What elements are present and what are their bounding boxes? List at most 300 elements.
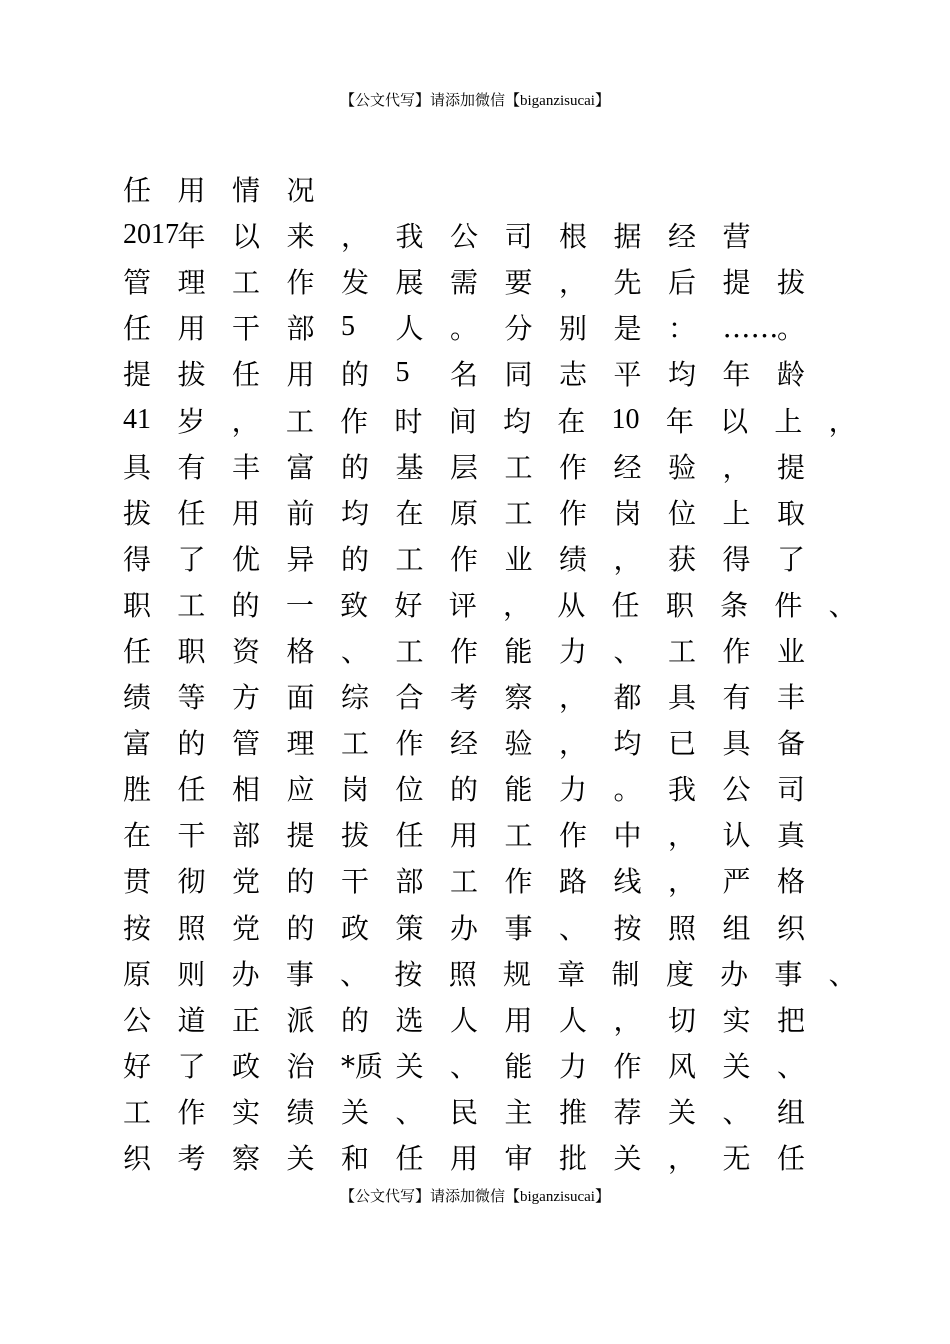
text-glyph: 丰 [777,681,806,715]
text-glyph: 工 [395,542,424,576]
text-glyph: 工 [668,634,697,668]
text-glyph: 我 [395,220,424,254]
text-glyph: 原 [450,496,479,530]
text-glyph: 规 [502,957,531,991]
text-glyph: 、 [828,957,857,991]
text-glyph: 认 [722,819,751,853]
text-glyph: 资 [232,634,261,668]
text-glyph: 均 [502,404,531,438]
paragraph-line [123,212,883,258]
text-glyph: 关 [668,1095,697,1129]
text-glyph: 和 [341,1142,370,1176]
text-glyph: 条 [720,588,749,622]
text-glyph: 相 [232,773,261,807]
text-glyph: 工 [395,634,424,668]
text-glyph: 验 [504,727,533,761]
text-glyph: 提 [777,450,806,484]
text-glyph: 作 [450,634,479,668]
text-glyph: 作 [395,727,424,761]
text-glyph: 的 [450,773,479,807]
text-glyph: 的 [341,358,370,392]
text-glyph: 理 [286,727,315,761]
text-glyph: 发 [341,266,370,300]
text-glyph: 关 [395,1049,424,1083]
text-glyph: 批 [559,1142,588,1176]
text-glyph: 年 [722,358,751,392]
text-glyph: 拔 [177,358,206,392]
text-glyph: 、 [559,911,588,945]
text-glyph: 织 [777,911,806,945]
paragraph-line [123,904,883,950]
text-glyph: 件 [774,588,803,622]
text-glyph: 工 [177,588,206,622]
text-glyph: 绩 [559,542,588,576]
text-glyph: 按 [123,911,152,945]
text-glyph: 考 [450,681,479,715]
text-glyph: 方 [232,681,261,715]
paragraph-line [123,673,883,719]
text-glyph: 作 [559,819,588,853]
text-glyph: 异 [286,542,315,576]
text-glyph: 在 [557,404,586,438]
text-glyph: 均 [668,358,697,392]
text-glyph: 任 [777,1142,806,1176]
paragraph-line [123,535,883,581]
text-glyph: 具 [123,450,152,484]
text-glyph: 从 [557,588,586,622]
text-glyph: 职 [177,634,206,668]
text-glyph: 致 [340,588,369,622]
text-glyph: 作 [286,266,315,300]
text-glyph: 干 [232,312,261,346]
text-glyph: 拔 [341,819,370,853]
text-glyph: 、 [722,1095,751,1129]
document-title [123,166,883,212]
text-glyph: 绩 [123,681,152,715]
text-glyph: 实 [232,1095,261,1129]
text-glyph: 工 [123,1095,152,1129]
text-glyph: 优 [232,542,261,576]
page-footer: 【公文代写】请添加微信【biganzisucai】 [340,1189,610,1205]
text-glyph: 了 [177,542,206,576]
text-glyph: 、 [828,588,857,622]
text-glyph: 志 [559,358,588,392]
text-glyph: 营 [722,220,751,254]
text-glyph: 作 [340,404,369,438]
text-glyph: 部 [395,865,424,899]
text-glyph: 照 [177,911,206,945]
text-glyph: 公 [450,220,479,254]
text-glyph: ， [828,404,857,438]
text-glyph: 41 [123,403,151,435]
text-glyph: 已 [668,727,697,761]
text-glyph: 任 [123,312,152,346]
text-glyph: 。 [450,312,479,346]
text-glyph: 工 [341,727,370,761]
text-glyph: 工 [504,496,533,530]
paragraph-line [123,1088,883,1134]
paragraph-line [123,489,883,535]
text-glyph: 用 [286,358,315,392]
text-glyph: 的 [286,911,315,945]
text-glyph: 任 [123,174,152,208]
text-glyph: 公 [722,773,751,807]
text-glyph: 10 [611,403,640,435]
paragraph-line [123,304,883,350]
text-glyph: 具 [722,727,751,761]
text-glyph: 应 [286,773,315,807]
text-glyph: 关 [722,1049,751,1083]
text-glyph: 按 [613,911,642,945]
paragraph-line [123,719,883,765]
text-glyph: 任 [395,1142,424,1176]
text-glyph: ， [341,220,370,254]
text-glyph: 事 [774,957,803,991]
text-glyph: 评 [448,588,477,622]
text-glyph: 业 [504,542,533,576]
text-glyph: 司 [777,773,806,807]
text-glyph: 职 [123,588,152,622]
text-glyph: 荐 [613,1095,642,1129]
text-glyph: 年 [177,220,206,254]
text-glyph: 获 [668,542,697,576]
text-glyph: 照 [668,911,697,945]
text-glyph: 彻 [177,865,206,899]
text-glyph: 前 [286,496,315,530]
text-glyph: 管 [232,727,261,761]
text-glyph: 用 [232,496,261,530]
text-glyph: 任 [395,819,424,853]
text-glyph: 了 [777,542,806,576]
text-glyph: 经 [613,450,642,484]
text-glyph: 关 [341,1095,370,1129]
text-glyph: 拔 [777,266,806,300]
text-glyph: 格 [777,865,806,899]
text-glyph: 主 [504,1095,533,1129]
text-glyph: 用 [450,1142,479,1176]
text-glyph: 路 [559,865,588,899]
text-glyph: 作 [722,634,751,668]
text-glyph: 、 [341,634,370,668]
text-glyph: 以 [232,220,261,254]
text-glyph: 龄 [777,358,806,392]
text-glyph: 2017 [123,219,179,251]
text-glyph: 基 [395,450,424,484]
text-glyph: 根 [559,220,588,254]
paragraph-line [123,996,883,1042]
text-glyph: 位 [668,496,697,530]
text-glyph: ， [502,588,531,622]
text-glyph: 有 [722,681,751,715]
text-glyph: 5 [395,357,410,389]
text-glyph: 格 [286,634,315,668]
text-glyph: 正 [232,1003,261,1037]
text-glyph: 任 [232,358,261,392]
text-glyph: 派 [286,1003,315,1037]
text-glyph: 工 [504,450,533,484]
text-glyph: 得 [123,542,152,576]
text-glyph: 工 [232,266,261,300]
text-glyph: 任 [611,588,640,622]
text-glyph: ， [668,865,697,899]
text-glyph: 据 [613,220,642,254]
text-glyph: 取 [777,496,806,530]
text-glyph: 岗 [613,496,642,530]
text-glyph: 岁 [177,404,206,438]
paragraph-line [123,1042,883,1088]
text-glyph: 年 [665,404,694,438]
page-header: 【公文代写】请添加微信【biganzisucai】 [340,93,610,109]
text-glyph: 好 [394,588,423,622]
text-glyph: 后 [668,266,697,300]
text-glyph: 无 [722,1142,751,1176]
text-glyph: 5 [341,311,355,343]
text-glyph: 业 [777,634,806,668]
text-glyph: *质 [341,1049,384,1083]
text-glyph: 位 [395,773,424,807]
text-glyph: ， [722,450,751,484]
text-glyph: 验 [668,450,697,484]
text-glyph: 理 [177,266,206,300]
paragraph-line [123,627,883,673]
text-glyph: 工 [285,404,314,438]
text-glyph: 线 [613,865,642,899]
text-glyph: 、 [777,1049,806,1083]
text-glyph: 政 [341,911,370,945]
text-glyph: 实 [722,1003,751,1037]
text-glyph: 选 [395,1003,424,1037]
paragraph-line [123,1134,883,1180]
text-glyph: 章 [557,957,586,991]
text-glyph: 层 [450,450,479,484]
text-glyph: 都 [613,681,642,715]
text-glyph: 的 [341,450,370,484]
text-glyph: 提 [123,358,152,392]
text-glyph: 治 [286,1049,315,1083]
text-glyph: 中 [613,819,642,853]
text-glyph: 组 [722,911,751,945]
text-glyph: 织 [123,1142,152,1176]
text-glyph: 上 [722,496,751,530]
text-glyph: 。 [613,773,642,807]
text-glyph: ， [559,681,588,715]
text-glyph: 任 [177,496,206,530]
text-glyph: 作 [613,1049,642,1083]
text-glyph: 关 [286,1142,315,1176]
paragraph-line [123,581,883,627]
text-glyph: 力 [559,1049,588,1083]
text-glyph: 道 [177,1003,206,1037]
text-glyph: 工 [504,819,533,853]
text-glyph: 提 [722,266,751,300]
paragraph-line [123,765,883,811]
text-glyph: 备 [777,727,806,761]
text-glyph: 均 [341,496,370,530]
text-glyph: 则 [177,957,206,991]
text-glyph: ， [668,819,697,853]
text-glyph: 任 [123,634,152,668]
text-glyph: 照 [448,957,477,991]
text-glyph: 时 [394,404,423,438]
text-glyph: 察 [504,681,533,715]
text-glyph: 人 [559,1003,588,1037]
text-glyph: 分 [504,312,533,346]
text-glyph: ： [668,312,697,346]
text-glyph: 推 [559,1095,588,1129]
text-glyph: 要 [504,266,533,300]
text-glyph: 面 [286,681,315,715]
text-glyph: 上 [774,404,803,438]
text-glyph: 工 [450,865,479,899]
text-glyph: 作 [559,450,588,484]
text-glyph: 组 [777,1095,806,1129]
text-glyph: ， [613,542,642,576]
text-glyph: 用 [504,1003,533,1037]
text-glyph: 能 [504,1049,533,1083]
text-glyph: 作 [177,1095,206,1129]
text-glyph: 部 [286,312,315,346]
text-glyph: 名 [450,358,479,392]
text-glyph: 切 [668,1003,697,1037]
text-glyph: 、 [613,634,642,668]
text-glyph: 别 [559,312,588,346]
text-glyph: 以 [720,404,749,438]
text-glyph: ， [559,727,588,761]
text-glyph: 职 [665,588,694,622]
text-glyph: 的 [231,588,260,622]
text-glyph: …… [722,310,779,344]
text-glyph: 好 [123,1049,152,1083]
text-glyph: 在 [395,496,424,530]
text-glyph: 同 [504,358,533,392]
text-glyph: 作 [559,496,588,530]
paragraph-line [123,443,883,489]
text-glyph: 平 [613,358,642,392]
text-glyph: 我 [668,773,697,807]
text-glyph: 干 [177,819,206,853]
text-glyph: 了 [177,1049,206,1083]
text-glyph: 得 [722,542,751,576]
text-glyph: 岗 [341,773,370,807]
text-glyph: 。 [777,312,806,346]
text-glyph: 的 [341,542,370,576]
text-glyph: 作 [504,865,533,899]
text-glyph: 办 [231,957,260,991]
text-glyph: ， [559,266,588,300]
text-glyph: 办 [450,911,479,945]
paragraph-line [123,258,883,304]
text-glyph: 度 [665,957,694,991]
document-body [123,166,883,1180]
text-glyph: 经 [450,727,479,761]
text-glyph: 胜 [123,773,152,807]
text-glyph: 需 [450,266,479,300]
text-glyph: 合 [395,681,424,715]
text-glyph: 的 [341,1003,370,1037]
text-glyph: 提 [286,819,315,853]
text-glyph: 部 [232,819,261,853]
text-glyph: 按 [394,957,423,991]
text-glyph: 是 [613,312,642,346]
text-glyph: 管 [123,266,152,300]
text-glyph: 办 [720,957,749,991]
text-glyph: 、 [340,957,369,991]
text-glyph: 间 [448,404,477,438]
text-glyph: 关 [613,1142,642,1176]
text-glyph: 丰 [232,450,261,484]
paragraph-line [123,350,883,396]
paragraph-line [123,811,883,857]
text-glyph: 察 [232,1142,261,1176]
text-glyph: 先 [613,266,642,300]
text-glyph: 人 [450,1003,479,1037]
text-glyph: 情 [232,174,261,208]
text-glyph: 原 [123,957,152,991]
text-glyph: 任 [177,773,206,807]
text-glyph: 风 [668,1049,697,1083]
text-glyph: 事 [504,911,533,945]
text-glyph: 用 [450,819,479,853]
text-glyph: 力 [559,634,588,668]
text-glyph: 考 [177,1142,206,1176]
text-glyph: 经 [668,220,697,254]
text-glyph: 均 [613,727,642,761]
text-glyph: 的 [177,727,206,761]
text-glyph: 等 [177,681,206,715]
text-glyph: 干 [341,865,370,899]
text-glyph: 的 [286,865,315,899]
text-glyph: 富 [123,727,152,761]
text-glyph: 、 [395,1095,424,1129]
text-glyph: 用 [177,312,206,346]
text-glyph: 具 [668,681,697,715]
paragraph-line [123,857,883,903]
text-glyph: 用 [177,174,206,208]
paragraph-line [123,396,883,442]
text-glyph: 综 [341,681,370,715]
text-glyph: 党 [232,911,261,945]
text-glyph: 制 [611,957,640,991]
text-glyph: 严 [722,865,751,899]
text-glyph: 能 [504,634,533,668]
text-glyph: 来 [286,220,315,254]
text-glyph: 策 [395,911,424,945]
text-glyph: 作 [450,542,479,576]
text-glyph: 党 [232,865,261,899]
text-glyph: 审 [504,1142,533,1176]
text-glyph: 政 [232,1049,261,1083]
text-glyph: 富 [286,450,315,484]
text-glyph: 拔 [123,496,152,530]
paragraph-line [123,950,883,996]
text-glyph: 力 [559,773,588,807]
text-glyph: 民 [450,1095,479,1129]
text-glyph: 公 [123,1003,152,1037]
text-glyph: 把 [777,1003,806,1037]
text-glyph: ， [668,1142,697,1176]
text-glyph: ， [613,1003,642,1037]
text-glyph: 事 [285,957,314,991]
text-glyph: 司 [504,220,533,254]
text-glyph: ， [231,404,260,438]
text-glyph: 展 [395,266,424,300]
text-glyph: 、 [450,1049,479,1083]
text-glyph: 况 [286,174,315,208]
text-glyph: 绩 [286,1095,315,1129]
text-glyph: 一 [285,588,314,622]
text-glyph: 有 [177,450,206,484]
text-glyph: 贯 [123,865,152,899]
